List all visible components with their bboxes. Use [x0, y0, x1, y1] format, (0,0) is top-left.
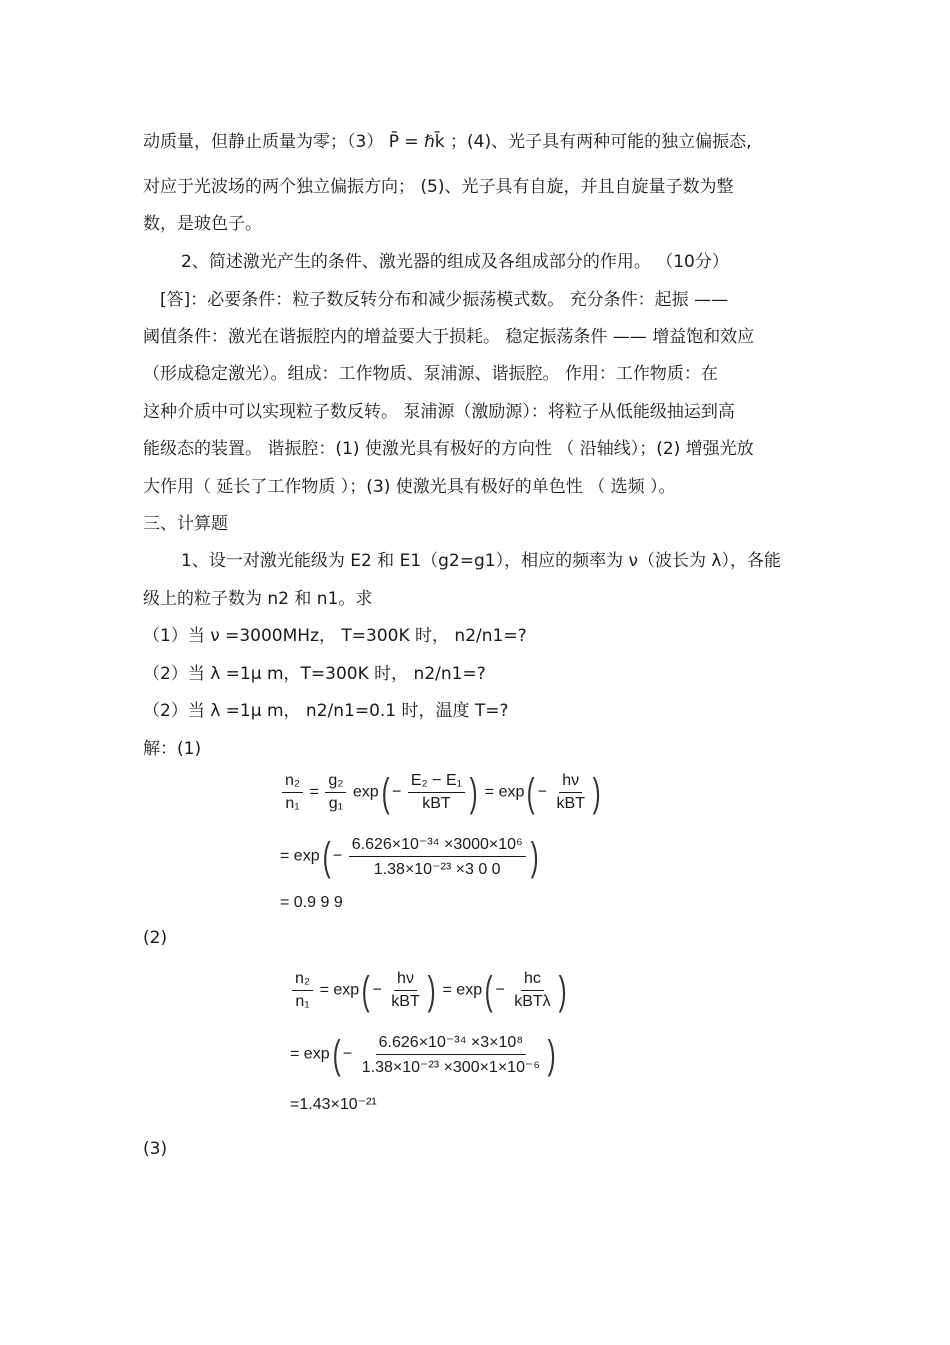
answer-line: 能级态的装置。 谐振腔：(1) 使激光具有极好的方向性 （ 沿轴线）；(2) 增强光放 — [143, 439, 754, 459]
minus: − — [392, 783, 402, 801]
frac-num: E₂ − E₁ — [408, 772, 465, 793]
frac-den: n₁ — [295, 993, 310, 1010]
part-label: (3) — [143, 1139, 168, 1159]
condition-line: （1）当 ν =3000MHz， T=300K 时， n2/n1=? — [143, 626, 527, 646]
equation-1-row-1: $\frac{\text{n₂}}{\text{n₁}}$ = $\frac{\text{g₂}}{\text{g₁}}$ exp( − $\frac{\text{E₂ − E₁}}{\text{kBT}}$ ) = exp( − $\frac{h\nu}{\text{kBT}}$ ) — [280, 772, 603, 813]
frac-den: 1.38×10⁻²³ ×3 0 0 — [373, 861, 501, 878]
equation-1-result: = 0.9 9 9 — [280, 894, 343, 911]
question-heading: 2、简述激光产生的条件、激光器的组成及各组成部分的作用。 （10分） — [181, 252, 729, 272]
frac-num: g₂ — [325, 772, 346, 793]
problem-line: 级上的粒子数为 n2 和 n1。求 — [143, 589, 373, 609]
answer-line: 阈值条件：激光在谐振腔内的增益要大于损耗。 稳定振荡条件 —— 增益饱和效应 — [143, 327, 755, 347]
exp-text: = exp — [484, 783, 525, 801]
answer-line: 这种介质中可以实现粒子数反转。 泵浦源（激励源）：将粒子从低能级抽运到高 — [143, 402, 735, 422]
equation-1-row-2: = exp( − $\frac{\text{6.626×10⁻³⁴ ×3000×10⁶}}{\text{1.38×10⁻²³ ×3 0 0}}$ ) — [280, 834, 539, 879]
frac-num: n₂ — [282, 772, 303, 793]
solution-label: 解：(1) — [143, 739, 202, 759]
frac-den: kBT — [422, 795, 451, 812]
exp-text: = exp — [290, 1045, 330, 1063]
problem-line: 1、设一对激光能级为 E2 和 E1（g2=g1），相应的频率为 ν（波长为 λ），各能 — [181, 551, 781, 571]
part-label: (2) — [143, 928, 168, 948]
exp-text: = exp — [442, 981, 483, 999]
frac-num: hν — [394, 970, 417, 991]
frac-num: 6.626×10⁻³⁴ ×3000×10⁶ — [349, 834, 526, 857]
equation-2-result: =1.43×10⁻²¹ — [290, 1096, 377, 1113]
text-line: 数，是玻色子。 — [143, 214, 262, 234]
frac-num: hc — [521, 970, 544, 991]
exp-text: = exp — [280, 847, 320, 865]
frac-num: n₂ — [292, 970, 313, 991]
frac-den: kBT — [391, 993, 420, 1010]
answer-line: [答]：必要条件：粒子数反转分布和减少振荡模式数。 充分条件：起振 —— — [160, 290, 729, 310]
frac-den: n₁ — [285, 795, 300, 812]
frac-den: 1.38×10⁻²³ ×300×1×10⁻⁶ — [361, 1059, 540, 1076]
equation-2-row-2: = exp( − $\frac{\text{6.626×10⁻³⁴ ×3×10⁸}}{\text{1.38×10⁻²³ ×300×1×10⁻⁶}}$ ) — [290, 1032, 556, 1077]
condition-line: （2）当 λ =1μ m，T=300K 时， n2/n1=? — [143, 664, 486, 684]
exp-text: exp — [352, 783, 379, 801]
frac-num: hν — [559, 772, 582, 793]
answer-line: 大作用（ 延长了工作物质 ）；(3) 使激光具有极好的单色性 （ 选频 ）。 — [143, 477, 676, 497]
frac-den: kBT — [556, 795, 585, 812]
equation-2-row-1: $\frac{\text{n₂}}{\text{n₁}}$ = exp( − $\frac{h\nu}{\text{kBT}}$ ) = exp( − $\frac{hc}{\text{kBTλ}}$ ) — [290, 970, 569, 1011]
answer-line: （形成稳定激光）。组成：工作物质、泵浦源、谐振腔。 作用：工作物质：在 — [143, 364, 718, 384]
text-line: 动质量，但静止质量为零；（3） P̄ = ℏk̄ ；(4)、光子具有两种可能的独立偏振态, — [143, 132, 752, 152]
frac-den: kBTλ — [514, 993, 551, 1010]
text-line: 对应于光波场的两个独立偏振方向； (5)、光子具有自旋，并且自旋量子数为整 — [143, 177, 734, 197]
frac-num: 6.626×10⁻³⁴ ×3×10⁸ — [376, 1032, 526, 1055]
exp-text: = exp — [319, 981, 360, 999]
section-heading: 三、计算题 — [143, 514, 228, 534]
condition-line: （2）当 λ =1μ m， n2/n1=0.1 时，温度 T=? — [143, 701, 509, 721]
frac-den: g₁ — [328, 795, 344, 812]
